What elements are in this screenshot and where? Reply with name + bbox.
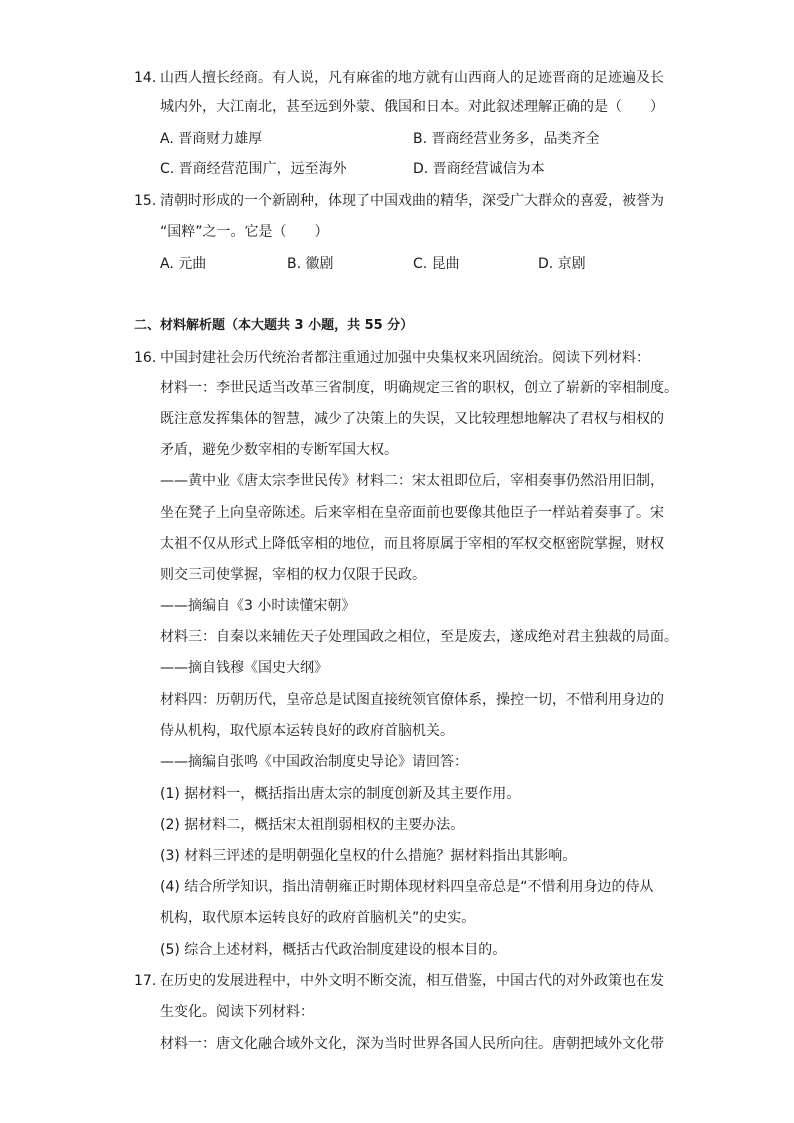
- question-16-source: ——摘编自张鸣《中国政治制度史导论》请回答：: [160, 754, 468, 770]
- question-15-text-line2: “国粹”之一。它是（ ）: [160, 224, 329, 240]
- question-16-line: 材料一：李世民适当改革三省制度，明确规定三省的职权，创立了崭新的宰相制度。: [160, 380, 678, 396]
- question-16-subquestion: (3) 材料三评述的是明朝强化皇权的什么措施？据材料指出其影响。: [160, 848, 577, 864]
- question-16-line: 坐在凳子上向皇帝陈述。后来宰相在皇帝面前也要像其他臣子一样站着奏事了。宋: [160, 505, 664, 521]
- question-14-number: 14.: [134, 70, 157, 86]
- question-17-text-line1: 在历史的发展进程中，中外文明不断交流，相互借鉴，中国古代的对外政策也在发: [160, 973, 664, 989]
- question-16-line: 侍从机构，取代原本运转良好的政府首脑机关。: [160, 723, 454, 739]
- question-14-option-c: C. 晋商经营范围广，远至海外: [160, 161, 347, 177]
- question-16-subquestion: 机构，取代原本运转良好的政府首脑机关”的史实。: [160, 910, 476, 926]
- question-16-line: 既注意发挥集体的智慧，减少了决策上的失误，又比较理想地解决了君权与相权的: [160, 411, 664, 427]
- question-14-text-line1: 山西人擅长经商。有人说，凡有麻雀的地方就有山西商人的足迹晋商的足迹遍及长: [160, 70, 664, 86]
- question-15-option-c: C. 昆曲: [413, 256, 460, 272]
- question-16-line: 材料三：自秦以来辅佐天子处理国政之相位，至是废去，遂成绝对君主独裁的局面。: [160, 629, 678, 645]
- question-16-source: ——摘自钱穆《国史大纲》: [160, 660, 328, 676]
- question-17-text-line3: 材料一：唐文化融合域外文化，深为当时世界各国人民所向往。唐朝把域外文化带: [160, 1036, 664, 1052]
- question-14-text-line2: 城内外，大江南北，甚至远到外蒙、俄国和日本。对此叙述理解正确的是（ ）: [160, 99, 664, 115]
- question-16-line: 太祖不仅从形式上降低宰相的地位，而且将原属于宰相的军权交枢密院掌握，财权: [160, 536, 664, 552]
- question-17-number: 17.: [134, 973, 157, 989]
- question-16-line: 则交三司使掌握，宰相的权力仅限于民政。: [160, 567, 426, 583]
- question-16-subquestion: (1) 据材料一，概括指出唐太宗的制度创新及其主要作用。: [160, 786, 521, 802]
- question-16-line: 矛盾，避免少数宰相的专断军国大权。: [160, 442, 398, 458]
- section-2-title: 二、材料解析题（本大题共 3 小题，共 55 分）: [134, 318, 414, 333]
- question-16-source: ——摘编自《3 小时读懂宋朝》: [160, 598, 356, 614]
- question-15-number: 15.: [134, 193, 157, 209]
- question-15-option-a: A. 元曲: [160, 256, 207, 272]
- question-15-option-d: D. 京剧: [538, 256, 586, 272]
- question-16-subquestion: (4) 结合所学知识，指出清朝雍正时期体现材料四皇帝总是“不惜利用身边的侍从: [160, 879, 654, 895]
- question-16-subquestion: (2) 据材料二，概括宋太祖削弱相权的主要办法。: [160, 817, 465, 833]
- question-14-option-a: A. 晋商财力雄厚: [160, 131, 263, 147]
- question-15-option-b: B. 徽剧: [287, 256, 334, 272]
- question-14-option-b: B. 晋商经营业务多，品类齐全: [413, 131, 600, 147]
- question-16-line: 材料四：历朝历代，皇帝总是试图直接统领官僚体系，操控一切，不惜利用身边的: [160, 692, 664, 708]
- question-14-option-d: D. 晋商经营诚信为本: [413, 161, 545, 177]
- question-16-subquestion: (5) 综合上述材料，概括古代政治制度建设的根本目的。: [160, 942, 507, 958]
- question-15-text-line1: 清朝时形成的一个新剧种，体现了中国戏曲的精华，深受广大群众的喜爱，被誉为: [160, 193, 664, 209]
- question-16-line: ——黄中业《唐太宗李世民传》材料二：宋太祖即位后，宰相奏事仍然沿用旧制，: [160, 473, 664, 489]
- question-16-number: 16.: [134, 350, 157, 366]
- question-16-line: 中国封建社会历代统治者都注重通过加强中央集权来巩固统治。阅读下列材料：: [160, 350, 650, 366]
- question-17-text-line2: 生变化。阅读下列材料：: [160, 1004, 314, 1020]
